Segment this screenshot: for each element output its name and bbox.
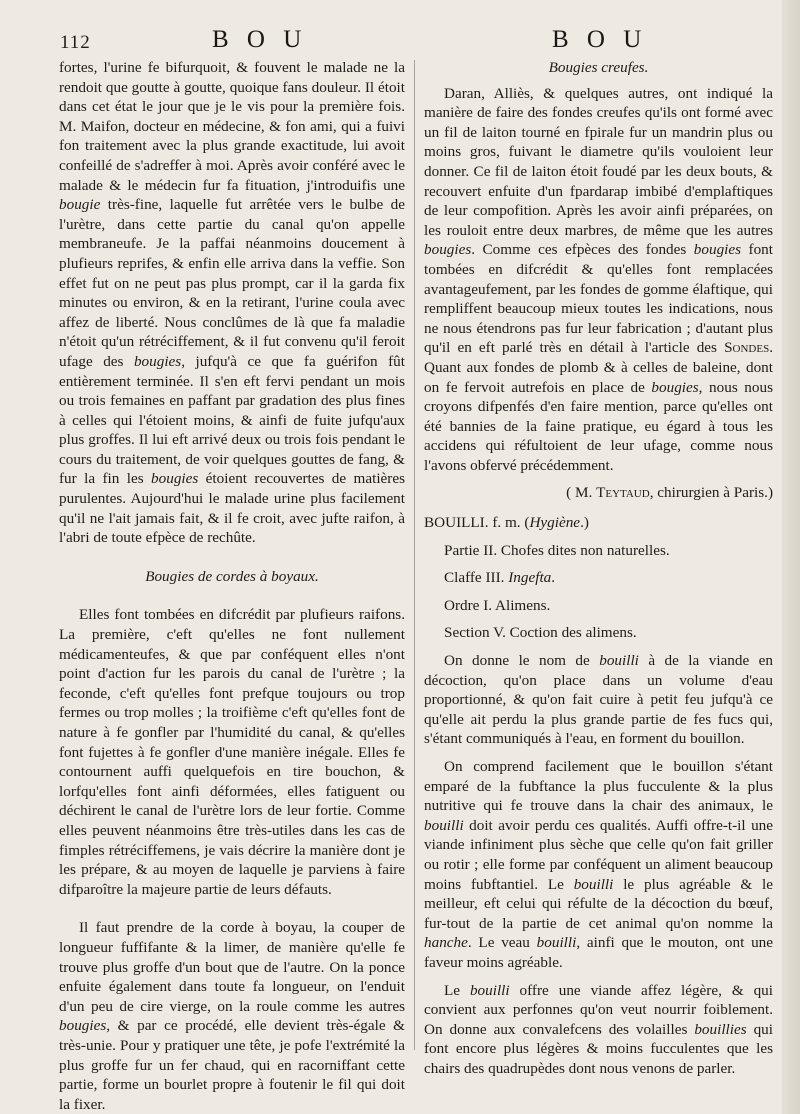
classification-line: Claffe III. Ingefta. (444, 569, 556, 587)
paragraph: Il faut prendre de la corde à boyau, la couper de longueur fuffifante & la limer, de manière qu'elle fe trouve plus groffe d'un bout que de l'autre. On la ponce enfuite également dans toute fa longueur, on l'enduit d'un peu de cire vierge, on la roule comme les autres bougies, & par ce procédé, elle devient très-égale & très-unie. Pour y pratiquer une tête, je pofe l'extrémité la plus groffe fur un fer chaud, qui en racorniffant cette partie, forme un bourlet propre à foutenir le fil qui doit la fixer. (59, 919, 405, 1113)
classification-line: Partie II. Chofes dites non naturelles. (444, 541, 670, 559)
entry-heading: BOUILLI. f. m. (Hygiène.) (424, 514, 589, 532)
paragraph: Elles font tombées en difcrédit par plufieurs raifons. La première, c'eft qu'elles ne font nullement médicamenteufes, & que par conféquent elles n'ont point d'action fur les parois du canal de l'urètre ; la feconde, c'eft qu'elles font prefque toujours ou trop fermes ou trop molles ; la troifième c'eft qu'elles font de nature à fe gonfler par l'humidité du canal, & qu'elles font fujettes à fe gonfler d'une manière inégale. Elles fe contournent auffi quelquefois en tire bouchon, & lorfqu'elles font ainfi déformées, elles fatiguent ou déchirent le canal de l'urètre lors de leur fortie. Comme elles peuvent néanmoins être très-utiles dans les cas de fimples rétréciffemens, je vais décrire la manière dont je les prépare, & au moyen de laquelle je parviens à faire difparoître la majeure partie de leurs défauts. (59, 606, 405, 898)
paragraph: fortes, l'urine fe bifurquoit, & fouvent le malade ne la rendoit que goutte à goutte, quoique fans douleur. Il étoit dans cet état le jour que je le vis pour la première fois. M. Maifon, docteur en médecine, & fon ami, qui a fuivi fon traitement avec la plus grande exactitude, lui avoit confeillé de s'adreffer à moi. Après avoir conféré avec le malade & le médecin fur fa fituation, j'introduifis une bougie très-fine, laquelle fut arrêtée vers le bulbe de l'urètre, dans cette partie du canal qu'on appelle membraneufe. Je la paffai néanmoins doucement à plufieurs reprifes, & enfin elle arriva dans la veffie. Son effet fut on ne peut pas plus prompt, car il la garda fix minutes ou environ, & en la retirant, l'urine coula avec affez de liberté. Nous conclûmes de là que fa maladie n'étoit qu'un rétréciffement, & il fut convenu qu'il feroit ufage des bougies, jufqu'à ce que fa guérifon fût entièrement terminée. Il s'en eft fervi pendant un mois ou trois femaines en paffant par gradation des plus fines à celles qui l'étoient moins, & ainfi de fuite jufqu'aux plus groffes. Il lui eft arrivé deux ou trois fois pendant le cours du traitement, de voir quelques gouttes de fang, & fur la fin les bougies étoient recouvertes de matières purulentes. Aujourd'hui le malade urine plus facilement qu'il ne l'ait jamais fait, & il fe croit, avec jufte raifon, à l'abri de toute efpèce de rechûte. (59, 59, 405, 547)
classification-line: Section V. Coction des alimens. (444, 624, 637, 642)
page-number: 112 (60, 32, 91, 53)
classification-line: Ordre I. Alimens. (444, 596, 551, 614)
left-column (59, 58, 405, 1114)
page-edge-shadow (782, 0, 800, 1114)
column-divider (414, 60, 415, 1050)
paragraph: Le bouilli offre une viande affez légère, & qui convient aux perfonnes qu'on veut nourrir foiblement. On donne aux convalefcens des volailles bouillies qui font encore plus légères & moins fucculentes que les chairs des quadrupèdes dont nous venons de parler. (424, 981, 773, 1077)
right-column (424, 58, 773, 1079)
paragraph: On comprend facilement que le bouillon s'étant emparé de la fubftance la plus fucculente & la plus nutritive qui fe trouve dans la chair des animaux, le bouilli doit avoir perdu ces qualités. Auffi offre-t-il une viande infiniment plus sèche que celle qu'on fait griller ou rotir ; elle forme par conféquent un aliment beaucoup moins fubftantiel. Le bouilli le plus agréable & le meilleur, eft celui qui réfulte de la décoction du bœuf, fur-tout de la partie de cet animal qu'on nomme la hanche. Le veau bouilli, ainfi que le mouton, ont une faveur moins agréable. (424, 758, 774, 971)
paragraph: Daran, Alliès, & quelques autres, ont indiqué la manière de faire des fondes creufes qu'ils ont formé avec un fil de laiton tourné en fpirale fur un mandrin plus ou moins gros, fuivant le diametre qu'ils vouloient leur donner. Ce fil de laiton étoit foudé par les deux bouts, & recouvert enfuite d'un fpardarap imbibé d'emplaftiques de leur compofition. Après les avoir ainfi préparées, on les rouloit entre deux marbres, de même que les autres bougies. Comme ces efpèces des fondes bougies font tombées en difcrédit & qu'elles font remplacées avantageufement, par les fondes de gomme élaftique, qui rempliffent beaucoup mieux toutes les indications, nous ne nous étendrons pas fur leur fabrication ; d'autant plus qu'il en eft parlé très en détail à l'article des Sondes. Quant aux fondes de plomb & à celles de baleine, dont on fe fervoit autrefois en place de bougies, nous nous croyons difpenfés d'en faire mention, parce qu'elles ont été bannies de la faine pratique, eu égard à tous les accidens qui réfultoient de leur ufage, comme nous l'avons obfervé précédemment. (424, 84, 774, 474)
section-heading: Bougies de cordes à boyaux. (145, 567, 319, 585)
right-running-head: B O U (552, 26, 648, 53)
paragraph: On donne le nom de bouilli à de la viande en décoction, qu'on place dans un volume d'eau proportionné, & qu'on fait cuire à petit feu jufqu'à ce qu'elle ait perdu la plus grande partie de fes fucs qui, s'étant communiqués à l'eau, en forment du bouillon. (424, 652, 773, 748)
author-signature: ( M. Teytaud, chirurgien à Paris.) (566, 484, 773, 502)
left-running-head: B O U (212, 26, 308, 53)
section-heading: Bougies creufes. (548, 59, 649, 76)
